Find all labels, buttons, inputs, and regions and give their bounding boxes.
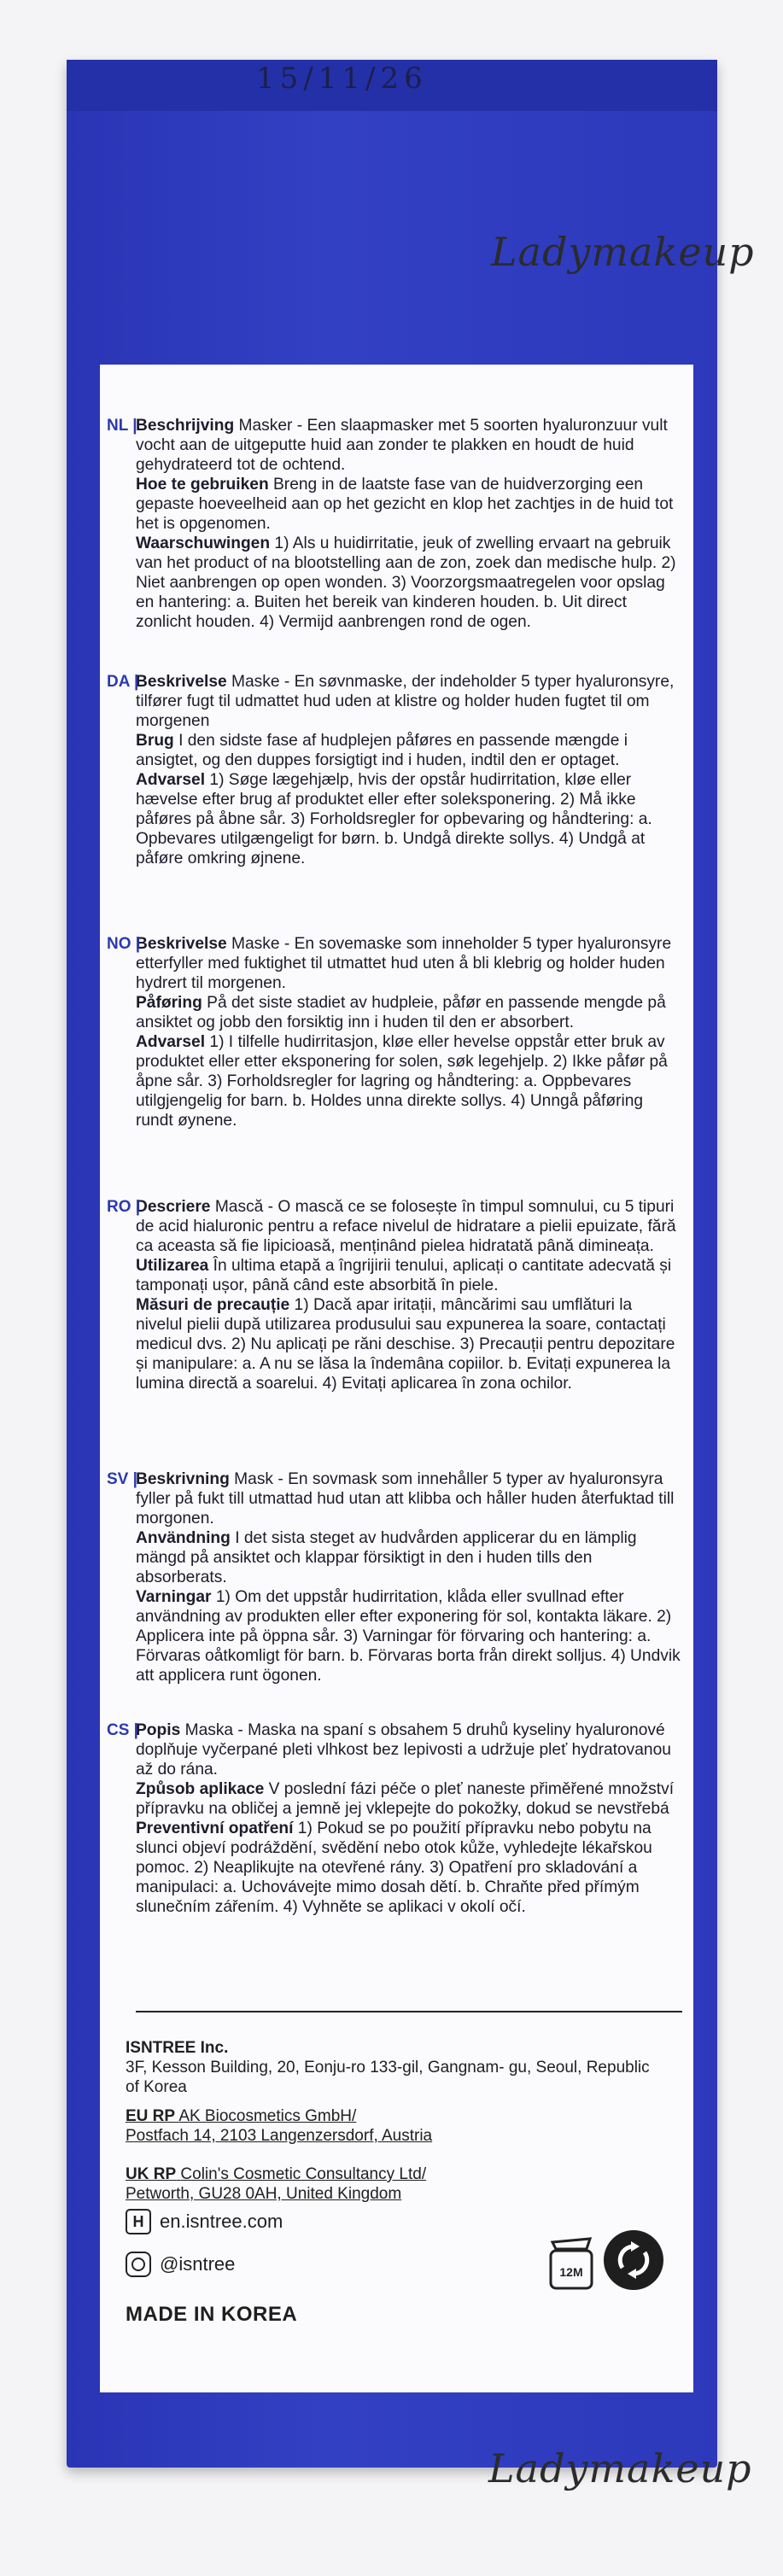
company-name: ISNTREE Inc. (126, 2039, 229, 2057)
uk-rp-line1: Colin's Cosmetic Consultancy Ltd/ (180, 2165, 427, 2183)
web-icon: H (126, 2209, 151, 2234)
paragraph-heading: Advarsel (136, 771, 206, 789)
social-handle: @isntree (160, 2253, 236, 2275)
paragraph-text: På det siste stadiet av hudpleie, påfør en passende mengde på ansiktet og jobb den forsiktig inn i huden til den er absorbert. (136, 994, 666, 1031)
company-block (126, 2038, 655, 2097)
paragraph-text: Mască - O mască ce se folosește în timpul somnului, cu 5 tipuri de acid hialuronic pentru a reface nivelul de hidratare a pielii epuizate, fără ca aceasta să fie lipicioasă, menținând pielea hidratată până dimineața. (136, 1198, 676, 1255)
eu-rp-line2: Postfach 14, 2103 Langenzersdorf, Austria (126, 2127, 433, 2145)
lang-code: RO | (107, 1198, 141, 1216)
lang-section (107, 1469, 682, 1685)
paragraph-heading: Preventivní opatření (136, 1820, 294, 1837)
section-paragraph (136, 731, 682, 770)
web-url: en.isntree.com (160, 2211, 283, 2232)
paragraph-heading: Utilizarea (136, 1257, 209, 1275)
social-row (126, 2252, 235, 2277)
divider (136, 2011, 682, 2012)
paragraph-text: 1) Als u huidirritatie, jeuk of zwelling ervaart na gebruik van het product of na blootstelling aan de zon, zoek dan medische hulp. 2) Niet aanbrengen op open wonden. 3) Voorzorgsmaatregelen voor opslag en hantering: a. Buiten het bereik van kinderen houden. b. Uit direct zonlicht houden. 4) Vermijd aanbrengen rond de ogen. (136, 534, 676, 631)
lang-code: CS | (107, 1721, 138, 1739)
watermark-bottom: Ladymakeup (488, 2445, 752, 2491)
section-paragraph (136, 770, 682, 868)
watermark-top: Ladymakeup (491, 229, 755, 275)
section-paragraph (136, 416, 682, 475)
section-paragraph (136, 1528, 682, 1587)
section-paragraph (136, 1032, 682, 1130)
section-paragraph (136, 534, 682, 632)
paragraph-heading: Descriere (136, 1198, 211, 1216)
paragraph-heading: Măsuri de precauție (136, 1296, 290, 1314)
paragraph-text: V poslední fázi péče o pleť naneste přiměřené množství přípravku na obličej a jemně jej vklepejte do pokožky, dokud se nevstřebá (136, 1780, 675, 1818)
lang-section (107, 1197, 682, 1393)
section-paragraph (136, 1469, 682, 1528)
section-paragraph (136, 1819, 682, 1917)
paragraph-text: 1) Søge lægehjælp, hvis der opstår hudirritation, kløe eller hævelse efter brug af produktet eller efter soleksponering. 2) Må ikke påføres på åbne sår. 3) Forholdsregler for opbevaring og håndtering: a. Opbevares utilgængeligt for børn. b. Undgå direkte sollys. 4) Undgå at påføre omkring øjnene. (136, 771, 652, 867)
paragraph-heading: Påføring (136, 994, 202, 1012)
section-paragraph (136, 1587, 682, 1685)
paragraph-text: Breng in de laatste fase van de huidverzorging een gepaste hoeveelheid aan op het gezicht en klop het zachtjes in de huid tot het is opgenomen. (136, 476, 674, 533)
paragraph-text: Maska - Maska na spaní s obsahem 5 druhů kyseliny hyaluronové doplňuje vyčerpané pleti vlhkost bez lepivosti a udržuje pleť hydratovanou až do rána. (136, 1721, 671, 1779)
paragraph-text: I det sista steget av hudvården applicerar du en lämplig mängd på ansiktet och klappar försiktigt in den i huden tills den absorberats. (136, 1529, 637, 1586)
paragraph-text: Mask - En sovmask som innehåller 5 typer av hyaluronsyra fyller på fukt till utmattad hud utan att klibba och håller huden återfuktad till morgonen. (136, 1470, 675, 1527)
uk-rp-label: UK RP (126, 2165, 177, 2183)
section-paragraph (136, 1256, 682, 1295)
handwritten-date: 15/11/26 (256, 61, 428, 96)
paragraph-heading: Beskrivelse (136, 673, 227, 691)
company-address: 3F, Kesson Building, 20, Eonju-ro 133-gil, Gangnam- gu, Seoul, Republic of Korea (126, 2059, 650, 2096)
lang-section (107, 934, 682, 1130)
paragraph-heading: Varningar (136, 1588, 212, 1606)
paragraph-text: Maske - En søvnmaske, der indeholder 5 typer hyaluronsyre, tilfører fugt til udmattet hud uden at klistre og holder huden fugtet til om morgenen (136, 673, 675, 730)
paragraph-heading: Hoe te gebruiken (136, 476, 269, 494)
paragraph-text: 1) Pokud se po použití přípravku nebo pobytu na slunci objeví podráždění, svědění nebo otok kůže, vyhledejte lékařskou pomoc. 2) Neaplikujte na otevřené rány. 3) Opatření pro skladování a manipulaci: a. Uchovávejte mimo dosah dětí. b. Chraňte před přímým slunečním zářením. 4) Vyhněte se aplikaci v okolí očí. (136, 1820, 652, 1916)
instagram-icon (126, 2252, 151, 2277)
lang-section (107, 416, 682, 632)
paragraph-text: Maske - En sovemaske som inneholder 5 typer hyaluronsyre etterfyller med fuktighet til utmattet hud uten å bli klebrig og holder huden hydrert til morgenen. (136, 935, 672, 992)
lang-code: SV | (107, 1470, 137, 1488)
paragraph-text: În ultima etapă a îngrijirii tenului, aplicați o cantitate adecvată și tamponați ușor, până când este absorbită în piele. (136, 1257, 672, 1294)
info-label (100, 365, 693, 2392)
section-paragraph (136, 1720, 682, 1779)
paragraph-heading: Brug (136, 732, 174, 750)
paragraph-text: 1) Dacă apar iritații, mâncărimi sau umflături la nivelul pielii după utilizarea produsului sau expunerea la soare, contactați medicul dvs. 2) Nu aplicați pe răni deschise. 3) Precauții pentru depozitare și manipulare: a. A nu se lăsa la îndemâna copiilor. b. Evitați expunerea la lumina directă a soarelui. 4) Evitați aplicarea în zona ochilor. (136, 1296, 675, 1393)
section-paragraph (136, 475, 682, 534)
paragraph-text: 1) Om det uppstår hudirritation, klåda eller svullnad efter användning av produkten eller efter exponering för sol, kontakta läkare. 2) Applicera inte på öppna sår. 3) Varningar för förvaring och hantering: a. Förvaras oåtkomligt för barn. b. Förvaras borta från direkt solljus. 4) Undvik att applicera runt ögonen. (136, 1588, 681, 1685)
paragraph-text: I den sidste fase af hudplejen påføres en passende mængde i ansigtet, og den duppes forsigtigt ind i huden, indtil den er optaget. (136, 732, 628, 769)
section-paragraph (136, 934, 682, 993)
lang-code: DA | (107, 673, 139, 691)
section-paragraph (136, 1197, 682, 1256)
paragraph-heading: Advarsel (136, 1033, 206, 1051)
eu-rp-line1: AK Biocosmetics GmbH/ (178, 2107, 357, 2125)
eu-rp-block (126, 2106, 655, 2146)
web-row (126, 2209, 283, 2234)
made-in: MADE IN KOREA (126, 2303, 298, 2326)
section-paragraph (136, 993, 682, 1032)
eu-rp-label: EU RP (126, 2107, 176, 2125)
pao-label: 12M (559, 2265, 583, 2279)
uk-rp-block (126, 2164, 655, 2204)
pao-jar-icon (544, 2230, 599, 2293)
section-paragraph (136, 1295, 682, 1393)
paragraph-heading: Användning (136, 1529, 231, 1547)
paragraph-heading: Způsob aplikace (136, 1780, 265, 1798)
paragraph-heading: Waarschuwingen (136, 534, 271, 552)
paragraph-text: Masker - Een slaapmasker met 5 soorten hyaluronzuur vult vocht aan de uitgeputte huid aan zonder te plakken en houdt de huid gehydrateerd tot de ochtend. (136, 417, 668, 474)
recycle-icon (604, 2230, 663, 2290)
lang-section (107, 1720, 682, 1917)
lang-code: NL | (107, 417, 137, 435)
lang-section (107, 672, 682, 868)
lang-code: NO | (107, 935, 141, 953)
paragraph-text: 1) I tilfelle hudirritasjon, kløe eller hevelse oppstår etter bruk av produktet eller etter eksponering for solen, søk legehjelp. 2) Ikke påfør på åpne sår. 3) Forholdsregler for lagring og håndtering: a. Oppbevares utilgjengelig for barn. b. Holdes unna direkte sollys. 4) Unngå påføring rundt øynene. (136, 1033, 668, 1130)
paragraph-heading: Popis (136, 1721, 181, 1739)
section-paragraph (136, 672, 682, 731)
paragraph-heading: Beskrivning (136, 1470, 230, 1488)
section-paragraph (136, 1779, 682, 1819)
uk-rp-line2: Petworth, GU28 0AH, United Kingdom (126, 2185, 402, 2203)
paragraph-heading: Beschrijving (136, 417, 235, 435)
paragraph-heading: Beskrivelse (136, 935, 227, 953)
